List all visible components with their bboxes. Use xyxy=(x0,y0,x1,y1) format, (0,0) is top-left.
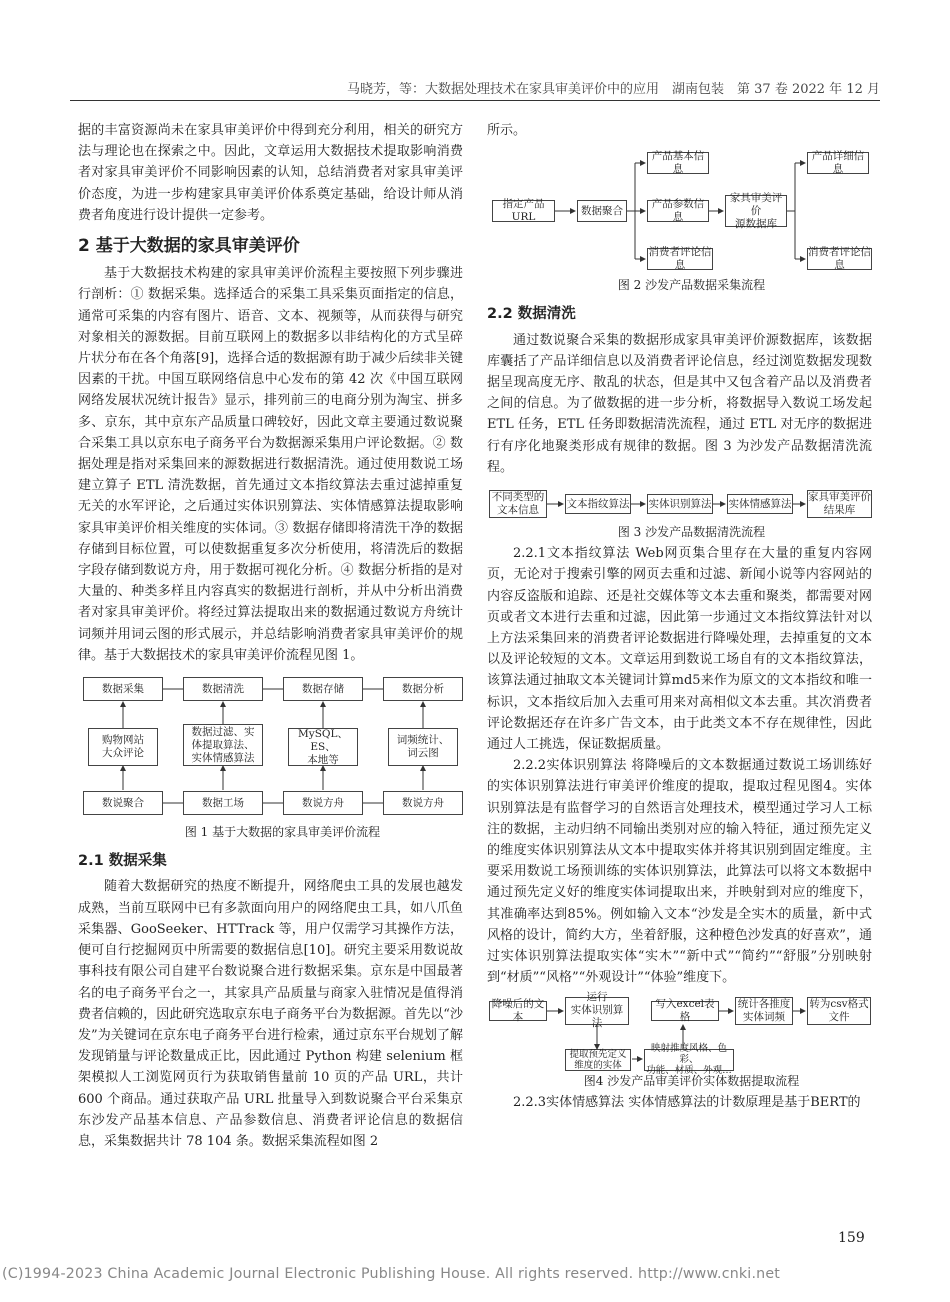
left-column xyxy=(78,120,463,1152)
figure-3 xyxy=(487,486,872,522)
fig1-box-storage: MySQL、ES、 本地等 xyxy=(288,728,358,766)
copyright-footer: (C)1994-2023 China Academic Journal Electronic Publishing House. All rights reserved. http://www.cnki.net xyxy=(2,1266,781,1282)
figure-1 xyxy=(78,672,463,822)
fig1-box-collect: 数据采集 xyxy=(83,677,163,701)
fig1-box-clean: 数据清洗 xyxy=(183,677,263,701)
section-2-paragraph: 基于大数据技术构建的家具审美评价流程主要按照下列步骤进行剖析：① 数据采集。选择适合的采集工具采集页面指定的信息，通常可采集的内容有图片、语音、文本、视频等，从而获得与研究对象相关的源数据。目前互联网上的数据多以非结构化的方式呈碎片状分布在各个角落[9]，选择合适的数据源有助于减少后续非关键因素的干扰。中国互联网络信息中心发布的第 42 次《中国互联网网络发展状况统计报告》显示，排列前三的电商分别为淘宝、拼多多、京东，其中京东产品质量口碑较好，因此文章主要通过数说聚合采集工具以京东电子商务平台为数据源采集用户评论数据。② 数据处理是指对采集回来的源数据进行数据清洗。通过使用数说工场建立算子 ETL 清洗数据，首先通过文本指纹算法去重过滤掉重复无关的水军评论，之后通过实体识别算法、实体情感算法提取影响家具审美评价相关维度的实体词。③ 数据存储即将清洗干净的数据存储到目标位置，可以使数据重复多次分析使用，将清洗后的数据字段存储到数说方舟，用于数据可视化分析。④ 数据分析指的是对大量的、种类多样且内容真实的数据进行剖析，并从中分析出消费者对家具审美评价。将经过算法提取出来的数据通过数说方舟统计词频并用词云图的形式展示，并总结影响消费者家具审美评价的规律。基于大数据技术的家具审美评价流程见图 1。 xyxy=(78,266,463,663)
fig2-box-aggregate: 数据聚合 xyxy=(577,200,627,222)
fig3-box-result: 家具审美评价 结果库 xyxy=(808,491,871,517)
fig1-box-wordcloud: 词频统计、 词云图 xyxy=(388,728,458,766)
fig4-box-map: 映射推度风格、色彩、 功能、材质、外观… xyxy=(644,1049,734,1071)
fig2-box-url: 指定产品URL xyxy=(492,200,555,222)
fig2-box-param-info: 产品参数信息 xyxy=(647,200,709,222)
figure-4 xyxy=(487,991,872,1076)
fig2-box-review-out: 消费者评论信息 xyxy=(808,246,871,272)
fig1-box-tool-3: 数说方舟 xyxy=(283,791,363,815)
right-column xyxy=(487,120,872,1113)
figure-4-caption: 图4 沙发产品审美评价实体数据提取流程 xyxy=(583,1073,800,1088)
fig2-box-review-info: 消费者评论信息 xyxy=(648,246,712,272)
figure-1-caption: 图 1 基于大数据的家具审美评价流程 xyxy=(184,825,381,840)
fig1-box-algorithms: 数据过滤、实 体提取算法、 实体情感算法 xyxy=(183,724,263,766)
fig3-box-sentiment: 实体情感算法 xyxy=(727,494,793,514)
fig4-box-extract: 提取预先定义 维度的实体 xyxy=(565,1049,631,1071)
fig4-box-run-ner: 运行 实体识别算法 xyxy=(565,997,629,1025)
fig4-box-input: 降噪后的文本 xyxy=(489,1001,547,1021)
fig2-box-basic-info: 产品基本信息 xyxy=(647,152,709,174)
section-2-2-1-paragraph: 2.2.1文本指纹算法 Web网页集合里存在大量的重复内容网页，无论对于搜索引擎的网页去重和过滤、新闻小说等内容网站的内容反盗版和追踪、还是社交媒体等文本去重和聚类，都需要对网页或者文本进行去重和过滤，因此第一步通过文本指纹算法针对以上方法采集回来的消费者评论数据进行降噪处理，去掉重复的文本以及评论较短的文本。文章运用到数说工场自有的文本指纹算法，该算法通过抽取文本关键词计算md5来作为原文的文本指纹和唯一标识，文本指纹后加入去重可用来对高相似文本去重。其次消费者评论数据还存在许多广告文本，由于此类文本不存在规律性，因此通过人工挑选，保证数据质量。 xyxy=(487,546,872,753)
section-2-2-3-paragraph: 2.2.3实体情感算法 实体情感算法的计数原理是基于BERT的 xyxy=(513,1094,861,1110)
header-rule xyxy=(70,100,880,101)
fig1-box-tool-4: 数说方舟 xyxy=(383,791,463,815)
section-2-2-paragraph: 通过数说聚合采集的数据形成家具审美评价源数据库，该数据库囊括了产品详细信息以及消费者评论信息，经过浏览数据发现数据呈现高度无序、散乱的状态，但是其中又包含着产品以及消费者之间的信息。为了做数据的进一步分析，将数据导入数说工场发起 ETL 任务，ETL 任务即数据清洗流程，通过 ETL 对无序的数据进行有序化地聚类形成有规律的数据。图 3 为沙发产品数据清洗流程。 xyxy=(487,332,872,475)
running-header: 马晓芳，等：大数据处理技术在家具审美评价中的应用 湖南包装 第 37 卷 2022 年 12 月 xyxy=(347,82,880,97)
fig2-box-detail-out: 产品详细信息 xyxy=(807,152,869,174)
fig3-box-fingerprint: 文本指纹算法 xyxy=(565,494,631,514)
fig1-box-tool-2: 数据工场 xyxy=(183,791,263,815)
figure-3-caption: 图 3 沙发产品数据清洗流程 xyxy=(617,525,766,540)
fig4-box-excel: 写入excel表格 xyxy=(651,1001,719,1021)
section-2-title: 2 基于大数据的家具审美评价 xyxy=(78,236,300,257)
fig4-box-count: 统计各推度 实体词频 xyxy=(735,997,793,1025)
continued-text: 所示。 xyxy=(487,123,527,138)
fig1-box-tool-1: 数说聚合 xyxy=(83,791,163,815)
fig1-box-analyze: 数据分析 xyxy=(383,677,463,701)
fig3-box-ner: 实体识别算法 xyxy=(647,494,713,514)
fig2-box-source-db: 家具审美评价 源数据库 xyxy=(725,195,787,227)
figure-2 xyxy=(487,147,872,275)
fig1-box-store: 数据存储 xyxy=(283,677,363,701)
section-2-2-title: 2.2 数据清洗 xyxy=(487,306,576,323)
figure-2-caption: 图 2 沙发产品数据采集流程 xyxy=(617,278,766,293)
section-2-2-2-paragraph: 2.2.2实体识别算法 将降噪后的文本数据通过数说工场训练好的实体识别算法进行审美评价维度的提取，提取过程见图4。实体识别算法是有监督学习的自然语言处理技术，模型通过学习人工标注的数据，主动归纳不同输出类别对应的输入特征，通过预先定义的维度实体识别算法从文本中提取实体并将其识别到固定维度。主要采用数说工场预训练的实体识别算法，此算法可以将文本数据中通过预先定义好的维度实体词提取出来，并映射到对应的维度下，其准确率达到85%。例如输入文本“沙发是全实木的质量，新中式风格的设计，简约大方，坐着舒服，这种橙色沙发真的好喜欢”，通过实体识别算法提取实体“实木”“新中式”“简约”“舒服”分别映射到“材质”“风格”“外观设计”“体验”维度下。 xyxy=(487,758,872,986)
section-2-1-title: 2.1 数据采集 xyxy=(78,853,167,870)
fig4-box-csv: 转为csv格式 文件 xyxy=(807,997,871,1025)
fig1-box-source: 购物网站 大众评论 xyxy=(88,728,158,766)
page-number: 159 xyxy=(838,1230,865,1246)
section-2-1-paragraph: 随着大数据研究的热度不断提升，网络爬虫工具的发展也越发成熟，当前互联网中已有多款面向用户的网络爬虫工具，如八爪鱼采集器、GooSeeker、HTTrack 等，用户仅需学习其操作方法，便可自行挖掘网页中所需要的数据信息[10]。研究主要采用数说故事科技有限公司自建平台数说聚合进行数据采集。京东是中国最著名的电子商务平台之一，其家具产品质量与商家入驻情况是值得消费者信赖的，因此研究选取京东电子商务平台为数据源。首先以“沙发”为关键词在京东电子商务平台进行检索，通过京东平台规划了解发现销量与评论数量成正比，因此通过 Python 构建 selenium 框架模拟人工浏览网页行为获取销售量前 10 页的产品 URL，共计 600 个商品。通过获取产品 URL 批量导入到数说聚合平台采集京东沙发产品基本信息、产品参数信息、消费者评论信息的数据信息，采集数据共计 78 104 条。数据采集流程如图 2 xyxy=(78,879,463,1149)
intro-paragraph: 据的丰富资源尚未在家具审美评价中得到充分利用，相关的研究方法与理论也在探索之中。因此，文章运用大数据技术提取影响消费者对家具审美评价不同影响因素的认知，总结消费者对家具审美评价态度，为进一步构建家具审美评价体系奠定基础，给设计师从消费者角度进行设计提供一定参考。 xyxy=(78,123,463,223)
fig3-box-input: 不同类型的 文本信息 xyxy=(489,490,547,518)
